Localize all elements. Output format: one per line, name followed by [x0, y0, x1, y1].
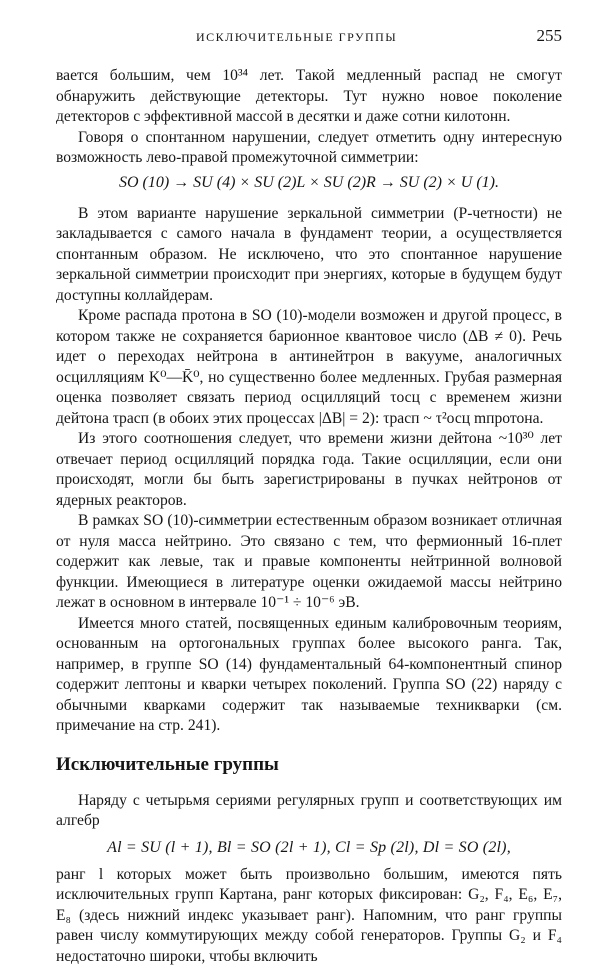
body-text [56, 66, 562, 967]
paragraph: Из этого соотношения следует, что времени жизни дейтона ~10³⁰ лет отвечает период осцилляций порядка года. Такие осцилляции, если они происходят, могли бы быть зарегистрированы в пучках нейтронов от ядерных реакторов. [56, 429, 562, 511]
paragraph: В рамках SO (10)-симметрии естественным образом возникает отличная от нуля масса нейтрино. Это связано с тем, что фермионный 16-плет содержит как левые, так и правые компоненты нейтринной волновой функции. Имеющиеся в литературе оценки ожидаемой массы нейтрино лежат в основном в интервале 10⁻¹ ÷ 10⁻⁶ эВ. [56, 511, 562, 614]
paragraph: вается большим, чем 10³⁴ лет. Такой медленный распад не смогут обнаружить действующие детекторы. Тут нужно новое поколение детекторов с эффективной массой в десятки и даже сотни килотонн. [56, 66, 562, 128]
formula: Al = SU (l + 1), Bl = SO (2l + 1), Cl = Sp (2l), Dl = SO (2l), [56, 837, 562, 859]
paragraph: Кроме распада протона в SO (10)-модели возможен и другой процесс, в котором также не сохраняется барионное квантовое число (ΔB ≠ 0). Речь идет о переходах нейтрона в антинейтрон в вакууме, аналогичных осцилляциям K⁰—K̄⁰, но существенно более медленных. Грубая размерная оценка позволяет связать период осцилляций τосц с временем жизни дейтона τрасп (в обоих этих процессах |ΔB| = 2): τрасп ~ τ²осц mпротона. [56, 306, 562, 429]
formula: SO (10) → SU (4) × SU (2)L × SU (2)R → SU (2) × U (1). [56, 172, 562, 194]
paragraph: В этом варианте нарушение зеркальной симметрии (P-четности) не закладывается с самого начала в фундамент теории, а осуществляется спонтанным образом. Не исключено, что это спонтанное нарушение зеркальной симметрии происходит при энергиях, которые в будущем будут доступны коллайдерам. [56, 204, 562, 307]
paragraph: Наряду с четырьмя сериями регулярных групп и соответствующих им алгебр [56, 791, 562, 832]
paragraph: Говоря о спонтанном нарушении, следует отметить одну интересную возможность лево-правой промежуточной симметрии: [56, 128, 562, 169]
section-title: Исключительные группы [56, 753, 562, 777]
running-head: ИСКЛЮЧИТЕЛЬНЫЕ ГРУППЫ [196, 30, 397, 45]
paragraph: Имеется много статей, посвященных единым калибровочным теориям, основанным на ортогональных группах более высокого ранга. Так, например, в группе SO (14) фундаментальный 64-компонентный спинор содержит лептоны и кварки четырех поколений. Группа SO (22) наряду с обычными кварками содержит так называемые техникварки (см. примечание на стр. 241). [56, 614, 562, 737]
page-number: 255 [537, 26, 563, 46]
paragraph: ранг l которых может быть произвольно большим, имеются пять исключительных групп Картана, ранг которых фиксирован: G₂, F₄, E₆, E₇, E₈ (здесь нижний индекс указывает ранг). Напомним, что ранг группы равен числу коммутирующих между собой генераторов. Группы G₂ и F₄ недостаточно широки, чтобы включить [56, 865, 562, 967]
